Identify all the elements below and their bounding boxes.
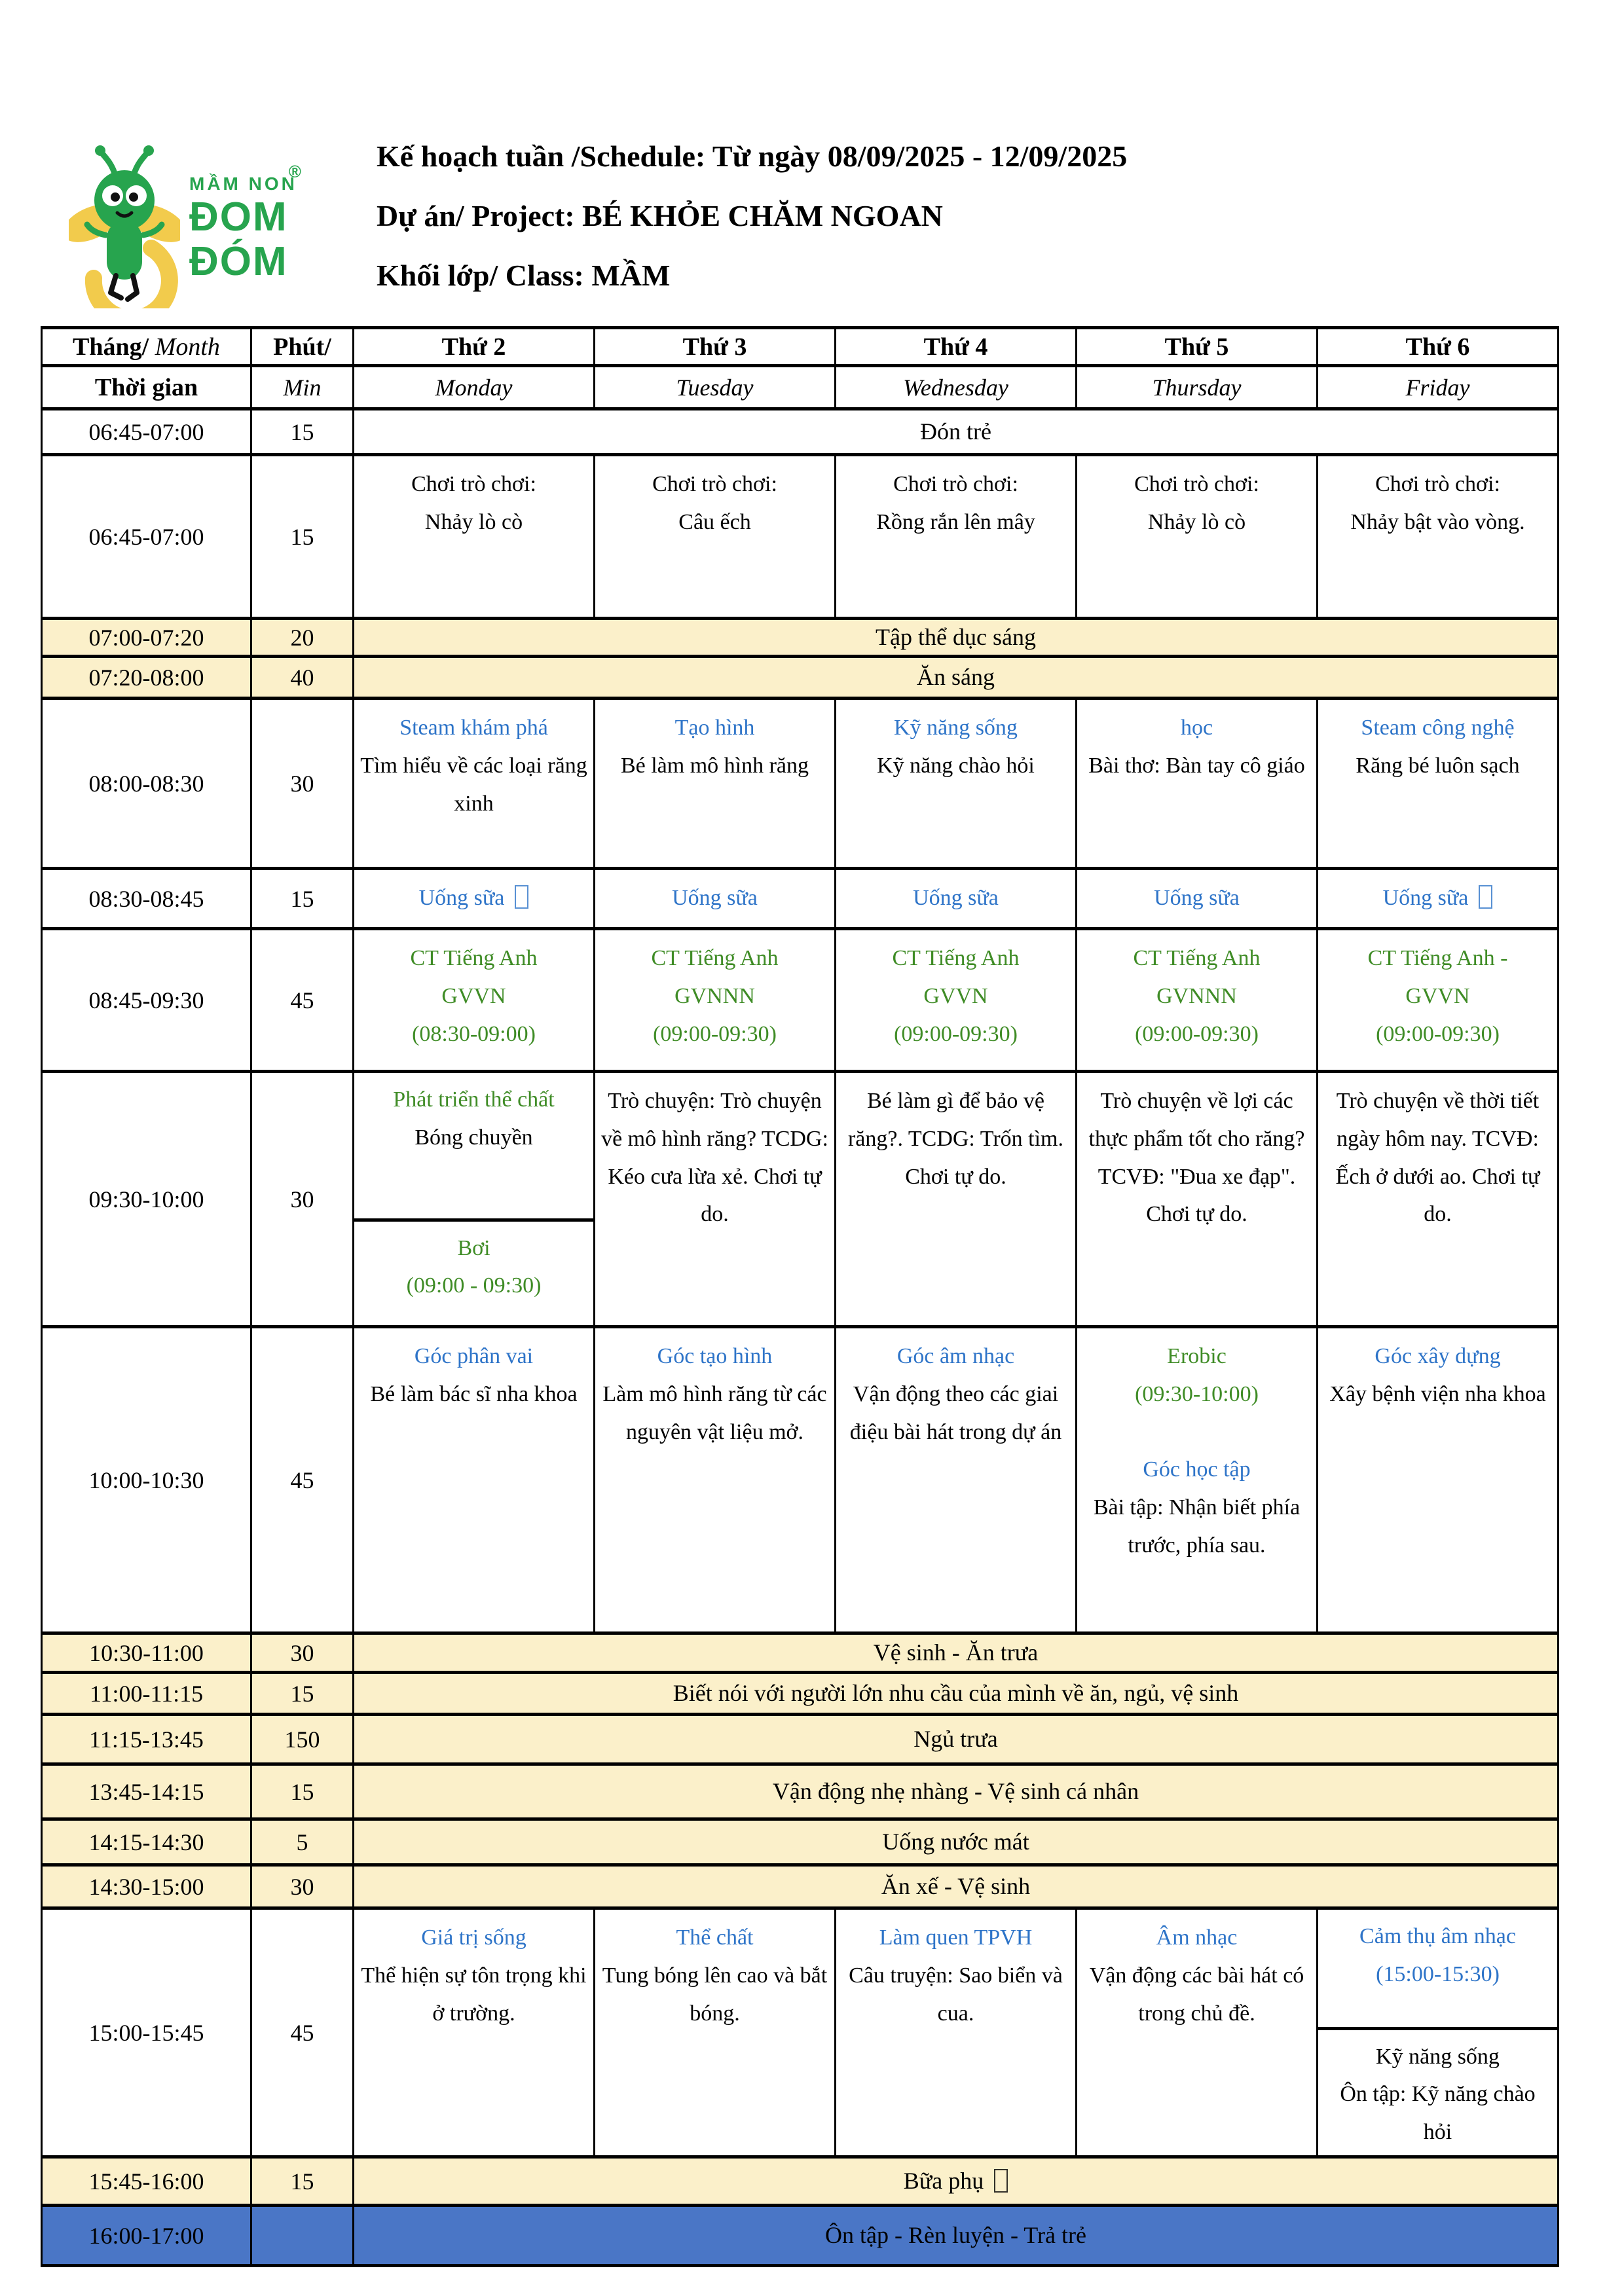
text-line: CT Tiếng Anh (410, 946, 538, 970)
day-header-tue-en: Tuesday (595, 366, 836, 409)
time-cell: 15:00-15:45 (42, 1908, 251, 2157)
table-row (42, 1715, 1559, 1764)
min-cell: 15 (251, 2157, 354, 2206)
split-cell-blocks (354, 1073, 593, 1325)
activity-cell (1077, 869, 1318, 929)
text-line: Vận động nhẹ nhàng - Vệ sinh cá nhân (772, 1778, 1139, 1804)
text-line: Chơi trò chơi: (1134, 472, 1259, 496)
activity-cell (836, 929, 1077, 1072)
text-line: GVNNN (1156, 983, 1237, 1008)
placeholder-box-icon (515, 885, 528, 909)
month-label-en: Month (155, 333, 220, 361)
text-line: Làm mô hình răng từ các nguyên vật liệu mở. (602, 1381, 827, 1444)
min-cell: 40 (251, 657, 354, 699)
table-row (42, 2206, 1559, 2266)
firefly-mascot-icon (69, 137, 180, 308)
text-line: Chơi trò chơi: (411, 472, 536, 496)
table-row (42, 619, 1559, 657)
day-header-mon-en: Monday (354, 366, 595, 409)
logo-line-dom2: ĐÓM (189, 239, 288, 284)
table-row (42, 657, 1559, 699)
activity-cell (1318, 929, 1559, 1072)
activity-cell (595, 1072, 836, 1327)
table-row (42, 1819, 1559, 1865)
activity-block (1318, 2027, 1557, 2155)
text-line: Góc xây dựng (1375, 1344, 1501, 1368)
text-line: Uống sữa (1323, 879, 1552, 917)
text-line: Vệ sinh - Ăn trưa (873, 1639, 1039, 1666)
span-activity-cell (354, 1865, 1559, 1908)
logo-wordmark (189, 162, 301, 284)
min-cell: 15 (251, 409, 354, 455)
text-line: Âm nhạc (1156, 1925, 1238, 1950)
text-line: Chơi trò chơi: (893, 472, 1018, 496)
activity-block (354, 1218, 593, 1325)
text-line: Bóng chuyền (415, 1125, 533, 1150)
text-line: Ôn tập: Kỹ năng chào hỏi (1340, 2082, 1536, 2145)
activity-cell (595, 455, 836, 619)
table-row (42, 1865, 1559, 1908)
text-line: Tung bóng lên cao và bắt bóng. (602, 1963, 828, 2026)
time-cell: 09:30-10:00 (42, 1072, 251, 1327)
text-line: Ngủ trưa (913, 1726, 998, 1752)
text-line: CT Tiếng Anh - (1367, 946, 1508, 970)
min-cell: 30 (251, 1072, 354, 1327)
text-line: GVVN (923, 983, 988, 1008)
text-line: (09:00-09:30) (894, 1021, 1018, 1046)
span-activity-cell (354, 1673, 1559, 1715)
text-line: Tạo hình (674, 716, 755, 740)
text-line: CT Tiếng Anh (892, 946, 1020, 970)
min-cell: 150 (251, 1715, 354, 1764)
header-row-bottom (42, 366, 1559, 409)
min-cell: 30 (251, 1865, 354, 1908)
min-cell: 5 (251, 1819, 354, 1865)
table-row (42, 699, 1559, 869)
activity-cell (595, 1327, 836, 1633)
activity-cell (354, 455, 595, 619)
activity-cell (1077, 929, 1318, 1072)
activity-cell (836, 699, 1077, 869)
activity-cell (1077, 455, 1318, 619)
placeholder-box-icon (1479, 885, 1492, 909)
day-header-fri: Thứ 6 (1318, 328, 1559, 366)
text-line: Kỹ năng chào hỏi (877, 753, 1035, 778)
text-line: Uống sữa (913, 886, 999, 910)
text-line: Làm quen TPVH (879, 1925, 1033, 1950)
activity-cell (354, 1327, 595, 1633)
table-row (42, 455, 1559, 619)
activity-cell (595, 1908, 836, 2157)
min-cell: 15 (251, 455, 354, 619)
day-header-wed-en: Wednesday (836, 366, 1077, 409)
span-activity-cell (354, 409, 1559, 455)
time-cell: 14:15-14:30 (42, 1819, 251, 1865)
text-line: Vận động các bài hát có trong chủ đề. (1089, 1963, 1304, 2026)
table-row (42, 869, 1559, 929)
class-title: Khối lớp/ Class: MẦM (377, 259, 671, 293)
text-line: Nhảy bật vào vòng. (1350, 509, 1525, 534)
logo-line-mamnon: MẦM NON (189, 173, 297, 194)
span-activity-cell (354, 1819, 1559, 1865)
activity-cell (1077, 1327, 1318, 1633)
text-line: Kỹ năng sống (894, 716, 1018, 740)
text-line: CT Tiếng Anh (651, 946, 779, 970)
text-line: Câu truyện: Sao biển và cua. (849, 1963, 1063, 2026)
text-line: Trò chuyện về lợi các thực phẩm tốt cho răng? TCVĐ: "Đua xe đạp". (1088, 1089, 1305, 1189)
activity-cell (1318, 455, 1559, 619)
text-line: Uống sữa (360, 879, 588, 917)
text-line: Uống nước mát (882, 1829, 1029, 1855)
span-activity-cell (354, 619, 1559, 657)
text-line: Erobic (1167, 1344, 1227, 1368)
activity-cell (836, 1072, 1077, 1327)
text-line: Steam khám phá (399, 716, 548, 740)
text-line: GVVN (1405, 983, 1470, 1008)
day-header-mon: Thứ 2 (354, 328, 595, 366)
text-line: Góc phân vai (414, 1344, 534, 1368)
activity-cell (836, 1327, 1077, 1633)
text-line: Giá trị sống (421, 1925, 526, 1950)
activity-cell (595, 929, 836, 1072)
text-line: Uống sữa (1154, 886, 1240, 910)
table-header (42, 328, 1559, 409)
text-line: CT Tiếng Anh (1133, 946, 1261, 970)
activity-cell (354, 1072, 595, 1327)
text-line: Bé làm bác sĩ nha khoa (370, 1381, 578, 1406)
split-cell-blocks (1318, 1910, 1557, 2155)
month-label: Tháng/ (73, 333, 149, 361)
time-cell: 11:00-11:15 (42, 1673, 251, 1715)
text-line: Tập thể dục sáng (876, 624, 1036, 650)
activity-cell (354, 929, 595, 1072)
text-line: Chơi trò chơi: (1375, 472, 1500, 496)
text-line: Biết nói với người lớn nhu cầu của mình về ăn, ngủ, vệ sinh (673, 1680, 1239, 1706)
schedule-body (42, 409, 1559, 2266)
time-cell: 10:30-11:00 (42, 1633, 251, 1673)
text-line: học (1180, 716, 1213, 740)
span-activity-cell (354, 1715, 1559, 1764)
text-line: Răng bé luôn sạch (1356, 753, 1520, 778)
text-line: Vận động theo các giai điệu bài hát trong dự án (849, 1381, 1062, 1444)
span-activity-cell (354, 1633, 1559, 1673)
text-line: Steam công nghệ (1361, 716, 1515, 740)
activity-cell (354, 1908, 595, 2157)
text-line: (09:30-10:00) (1135, 1381, 1259, 1406)
min-cell: 45 (251, 1908, 354, 2157)
min-header-cell: Phút/ (251, 328, 354, 366)
page-header (69, 128, 1585, 318)
activity-cell (1077, 699, 1318, 869)
min-cell: 45 (251, 1327, 354, 1633)
text-line: Góc tạo hình (657, 1344, 773, 1368)
activity-cell (836, 1908, 1077, 2157)
text-line: Kỹ năng sống (1376, 2044, 1500, 2069)
span-activity-cell (354, 2206, 1559, 2266)
time-cell: 15:45-16:00 (42, 2157, 251, 2206)
table-row (42, 1327, 1559, 1633)
min-cell: 15 (251, 869, 354, 929)
activity-cell (595, 869, 836, 929)
table-row (42, 1633, 1559, 1673)
time-cell: 08:30-08:45 (42, 869, 251, 929)
time-cell: 10:00-10:30 (42, 1327, 251, 1633)
text-line: (09:00 - 09:30) (406, 1273, 542, 1298)
activity-block (354, 1073, 593, 1218)
text-line: Góc âm nhạc (896, 1344, 1015, 1368)
time-cell: 11:15-13:45 (42, 1715, 251, 1764)
text-line: (08:30-09:00) (412, 1021, 536, 1046)
min-cell: 15 (251, 1673, 354, 1715)
table-row (42, 1908, 1559, 2157)
text-line: GVNNN (674, 983, 755, 1008)
min-cell: 20 (251, 619, 354, 657)
text-line: Bài thơ: Bàn tay cô giáo (1088, 753, 1305, 778)
text-line (1082, 1413, 1311, 1451)
day-header-tue: Thứ 3 (595, 328, 836, 366)
min-cell (251, 2206, 354, 2266)
text-line: Nhảy lò cò (1147, 509, 1246, 534)
day-header-wed: Thứ 4 (836, 328, 1077, 366)
activity-cell (1077, 1908, 1318, 2157)
text-line: Bơi (457, 1235, 490, 1260)
text-line: Thể hiện sự tôn trọng khi ở trường. (361, 1963, 587, 2026)
text-line: (15:00-15:30) (1376, 1961, 1500, 1986)
activity-cell (1318, 699, 1559, 869)
text-line: Bé làm mô hình răng (620, 753, 809, 778)
table-row (42, 1072, 1559, 1327)
time-cell: 16:00-17:00 (42, 2206, 251, 2266)
span-activity-cell (354, 1764, 1559, 1819)
time-cell: 08:00-08:30 (42, 699, 251, 869)
text-line: Nhảy lò cò (424, 509, 523, 534)
activity-cell (1318, 1327, 1559, 1633)
text-line: Góc học tập (1143, 1457, 1251, 1482)
text-line: Chơi tự do. (1146, 1202, 1247, 1227)
time-cell: 13:45-14:15 (42, 1764, 251, 1819)
activity-cell (354, 869, 595, 929)
text-line: Phát triển thể chất (393, 1087, 555, 1112)
school-logo (69, 128, 344, 318)
time-cell: 06:45-07:00 (42, 409, 251, 455)
min-cell: 45 (251, 929, 354, 1072)
text-line: Uống sữa (672, 886, 758, 910)
placeholder-box-icon (994, 2169, 1008, 2193)
text-line: Cảm thụ âm nhạc (1359, 1924, 1516, 1948)
time-cell: 07:20-08:00 (42, 657, 251, 699)
text-line: Trò chuyện về thời tiết ngày hôm nay. TCVĐ: Ếch ở dưới ao. Chơi tự do. (1335, 1089, 1540, 1227)
min-cell: 30 (251, 1633, 354, 1673)
activity-cell (595, 699, 836, 869)
table-row (42, 1673, 1559, 1715)
time-cell: 07:00-07:20 (42, 619, 251, 657)
text-line: Rồng rắn lên mây (876, 509, 1035, 534)
text-line: Câu ếch (678, 509, 751, 534)
time-cell: 08:45-09:30 (42, 929, 251, 1072)
activity-block (1318, 1910, 1557, 2027)
text-line: Bữa phụ (361, 2166, 1551, 2196)
activity-cell (1318, 1908, 1559, 2157)
text-line: (09:00-09:30) (1135, 1021, 1259, 1046)
activity-cell (1077, 1072, 1318, 1327)
activity-cell (1318, 1072, 1559, 1327)
table-row (42, 2157, 1559, 2206)
text-line: Tìm hiểu về các loại răng xinh (360, 753, 587, 816)
schedule-title: Kế hoạch tuần /Schedule: Từ ngày 08/09/2025 - 12/09/2025 (377, 139, 1128, 173)
header-row-top (42, 328, 1559, 366)
table-row (42, 409, 1559, 455)
activity-cell (836, 455, 1077, 619)
text-line: (09:00-09:30) (653, 1021, 777, 1046)
day-header-thu-en: Thursday (1077, 366, 1318, 409)
text-line: (09:00-09:30) (1376, 1021, 1500, 1046)
month-header-cell (42, 328, 251, 366)
logo-line-dom1: ĐOM (189, 194, 288, 240)
min-cell: 30 (251, 699, 354, 869)
min-cell: 15 (251, 1764, 354, 1819)
project-title: Dự án/ Project: BÉ KHỎE CHĂM NGOAN (377, 199, 943, 233)
min-header-en: Min (251, 366, 354, 409)
text-line: Bài tập: Nhận biết phía trước, phía sau. (1093, 1495, 1301, 1558)
text-line: Chơi trò chơi: (652, 472, 777, 496)
document-titles (377, 128, 1127, 318)
activity-cell (354, 699, 595, 869)
day-header-fri-en: Friday (1318, 366, 1559, 409)
activity-cell (1318, 869, 1559, 929)
text-line: Ăn sáng (917, 664, 995, 690)
weekly-schedule-table (41, 326, 1559, 2267)
text-line: Ôn tập - Rèn luyện - Trả trẻ (825, 2222, 1086, 2248)
span-activity-cell (354, 657, 1559, 699)
text-line: Trò chuyện: Trò chuyện về mô hình răng? TCDG: Kéo cưa lừa xẻ. Chơi tự do. (601, 1089, 828, 1227)
table-row (42, 1764, 1559, 1819)
activity-cell (836, 869, 1077, 929)
text-line: Thể chất (676, 1925, 754, 1950)
span-activity-cell (354, 2157, 1559, 2206)
text-line: GVVN (441, 983, 506, 1008)
time-cell: 06:45-07:00 (42, 455, 251, 619)
day-header-thu: Thứ 5 (1077, 328, 1318, 366)
text-line: Bé làm gì để bảo vệ răng?. TCDG: Trốn tìm. Chơi tự do. (847, 1089, 1063, 1189)
text-line: Xây bệnh viện nha khoa (1329, 1381, 1546, 1406)
registered-mark: ® (288, 162, 301, 181)
time-cell: 14:30-15:00 (42, 1865, 251, 1908)
time-header-cell: Thời gian (42, 366, 251, 409)
text-line: Ăn xế - Vệ sinh (881, 1873, 1031, 1899)
text-line: Đón trẻ (920, 418, 991, 445)
table-row (42, 929, 1559, 1072)
